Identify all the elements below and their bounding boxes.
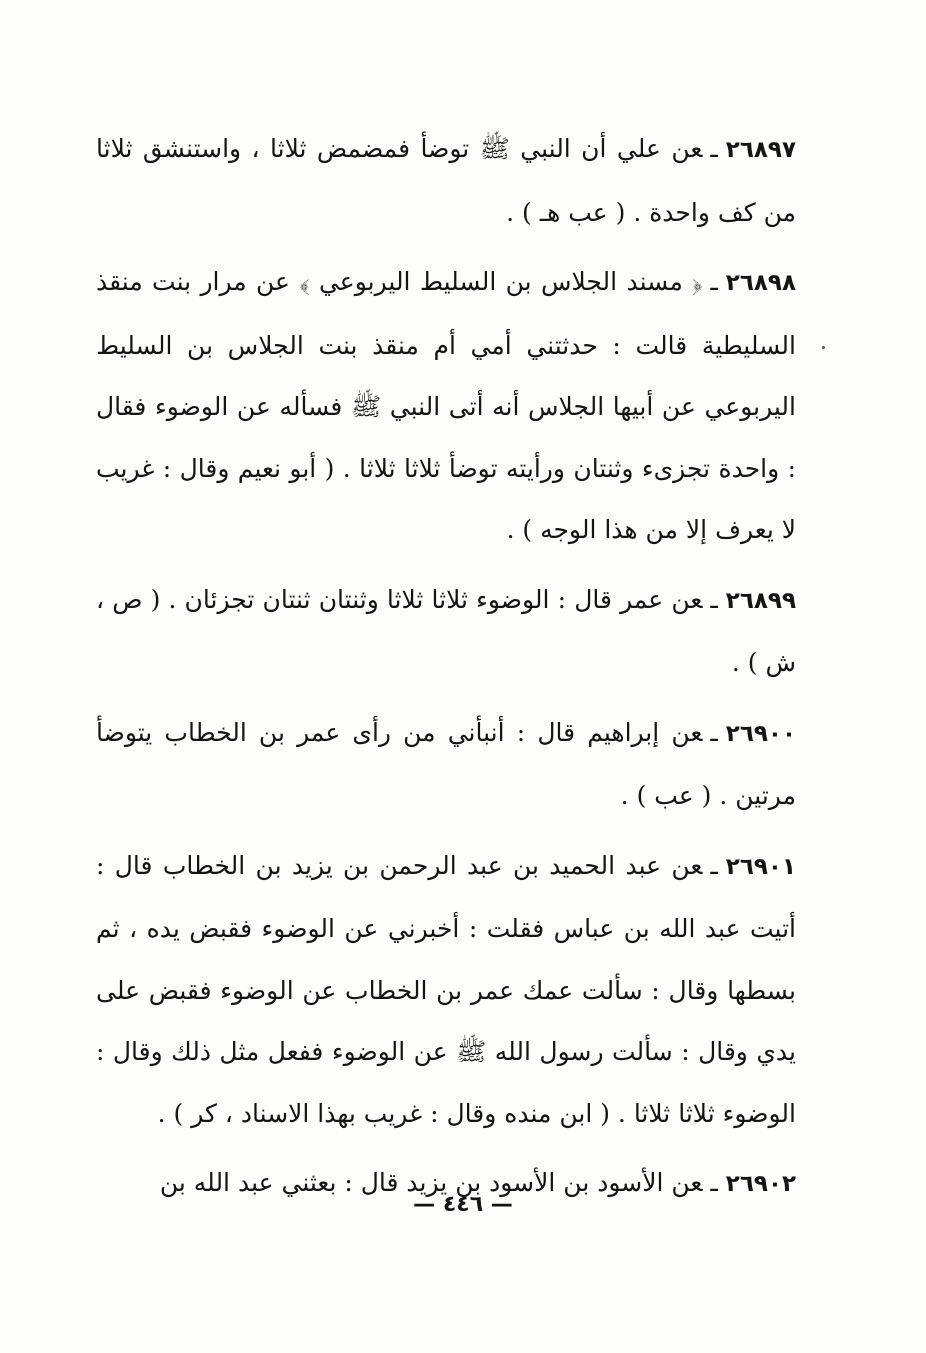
- hadith-entry-26897: [96, 118, 796, 243]
- entry-text: عن عمر قال : الوضوء ثلاثا ثلاثا وثنتان ثنتان تجزئان . ( ص ، ش ) .: [96, 584, 796, 677]
- entry-dash: ـ: [710, 1168, 718, 1197]
- entry-number: ٢٦٩٠٢: [725, 1171, 796, 1197]
- entry-number: ٢٦٨٩٩: [725, 587, 796, 614]
- entry-dash: ـ: [710, 267, 718, 296]
- entry-dash: ـ: [710, 717, 718, 747]
- entry-dash: ـ: [710, 584, 718, 614]
- hadith-text-block: [96, 118, 796, 1216]
- hadith-entry-26899: [96, 569, 796, 694]
- entry-number: ٢٦٩٠٠: [725, 720, 796, 747]
- entry-text: عن عبد الحميد بن عبد الرحمن بن يزيد بن الخطاب قال : أتيت عبد الله بن عباس فقلت : أخبرني عن الوضوء فقبض يده ، ثم بسطها وقال : سألت عمك عمر بن الخطاب عن الوضوء فقبض على يدي وقال : سألت رسول الله ﷺ عن الوضوء ففعل مثل ذلك وقال : الوضوء ثلاثا ثلاثا . ( ابن منده وقال : غريب بهذا الاسناد ، كر ) .: [96, 850, 796, 1128]
- entry-text: ﴿ مسند الجلاس بن السليط اليربوعي ﴾ عن مرار بنت منقذ السليطية قالت : حدثتني أمي أم منقذ بنت الجلاس بن السليط اليربوعي عن أبيها الجلاس أنه أتى النبي ﷺ فسأله عن الوضوء فقال : واحدة تجزىء وثنتان ورأيته توضأ ثلاثا ثلاثا . ( أبو نعيم وقال : غريب لا يعرف إلا من هذا الوجه ) .: [96, 267, 796, 544]
- entry-dash: ـ: [710, 850, 718, 880]
- hadith-entry-26901: [96, 835, 796, 1145]
- hadith-entry-26900: [96, 702, 796, 827]
- entry-number: ٢٦٨٩٨: [725, 270, 796, 296]
- hadith-entry-26898: [96, 251, 796, 561]
- entry-number: ٢٦٩٠١: [725, 853, 796, 880]
- entry-number: ٢٦٨٩٧: [725, 137, 796, 163]
- entry-dash: ـ: [710, 134, 718, 163]
- entry-text: عن علي أن النبي ﷺ توضأ فمضمض ثلاثا ، واستنشق ثلاثا من كف واحدة . ( عب هـ ) .: [96, 134, 796, 227]
- entry-text: عن إبراهيم قال : أنبأني من رأى عمر بن الخطاب يتوضأ مرتين . ( عب ) .: [96, 717, 796, 810]
- entry-text: عن الأسود بن الأسود بن يزيد قال : بعثني عبد الله بن: [159, 1168, 703, 1197]
- page-number: — ٤٤٦ —: [413, 1192, 513, 1217]
- paper-speck: [822, 346, 825, 349]
